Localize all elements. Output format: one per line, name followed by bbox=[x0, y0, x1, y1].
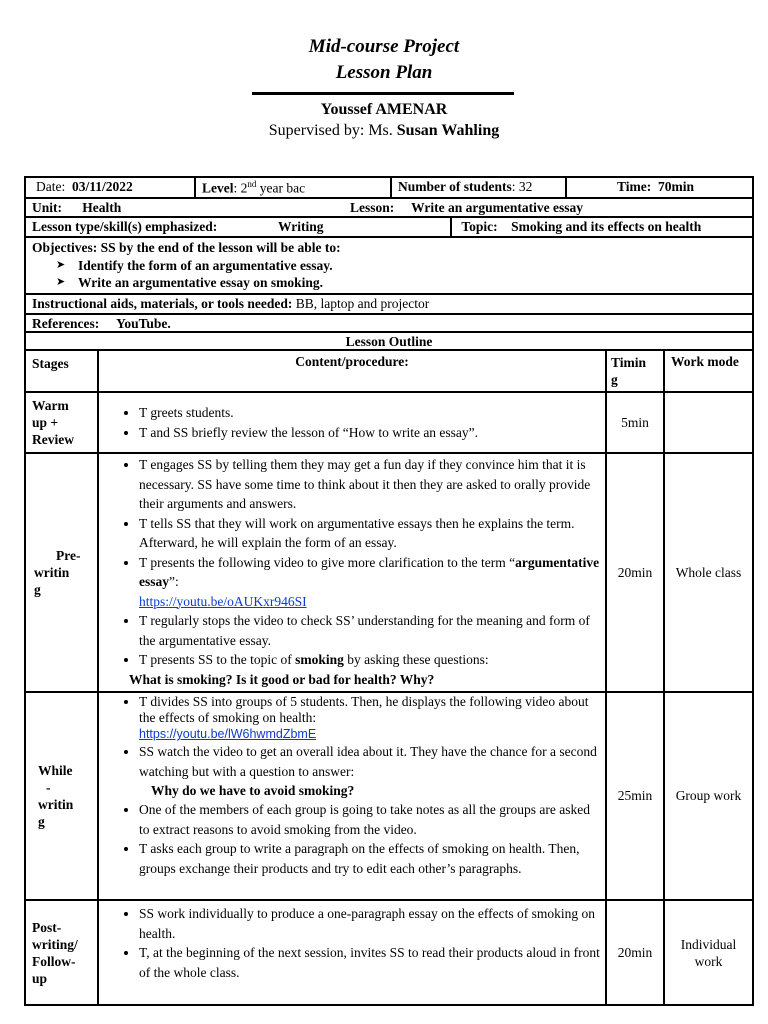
list-item: • SS watch the video to get an overall idea about it. They have the chance for a second watching but with a question to answer: bbox=[139, 742, 601, 781]
level-value-pre: : 2 bbox=[233, 180, 248, 196]
whilewriting-timing: 25min bbox=[606, 692, 664, 900]
prewriting-content bbox=[98, 453, 606, 692]
topic-label: Topic: bbox=[461, 219, 498, 234]
references-cell bbox=[26, 315, 752, 331]
list-item: • T engages SS by telling them they may get a fun day if they convince him that it is necessary. SS have some time to think about it then they are asked to orally provide their arguments and answers. bbox=[139, 455, 601, 514]
lesson-value: Write an argumentative essay bbox=[411, 200, 583, 215]
outline-title-row bbox=[26, 333, 752, 351]
list-item: • T tells SS that they will work on argumentative essays then he explains the term. Afterward, he will explain the form of an essay. bbox=[139, 514, 601, 553]
level-cell bbox=[194, 178, 390, 197]
date-value: 03/11/2022 bbox=[72, 179, 133, 194]
stage-whilewriting: While - writin g bbox=[26, 692, 98, 900]
whilewriting-question: Why do we have to avoid smoking? bbox=[151, 783, 355, 798]
objective-item: ➤ Identify the form of an argumentative essay. bbox=[78, 257, 748, 274]
prewriting-question: What is smoking? Is it good or bad for health? Why? bbox=[129, 671, 435, 687]
video-link[interactable]: https://youtu.be/oAUKxr946SI bbox=[139, 593, 307, 609]
postwriting-mode: Individual work bbox=[664, 900, 752, 1004]
info-row-type bbox=[26, 218, 752, 238]
topic-cell bbox=[450, 218, 752, 236]
title-line-2: Lesson Plan bbox=[335, 62, 433, 83]
students-value: : 32 bbox=[511, 179, 533, 194]
level-value-post: year bac bbox=[256, 180, 306, 196]
list-item: • T, at the beginning of the next session, invites SS to read their products aloud in front of the whole class. bbox=[139, 943, 601, 982]
warmup-content bbox=[98, 392, 606, 453]
time-label: Time: bbox=[617, 179, 652, 194]
type-cell bbox=[26, 218, 450, 236]
stages-header: Stages bbox=[26, 351, 98, 392]
unit-value: Health bbox=[82, 200, 122, 215]
unit-cell bbox=[26, 199, 346, 216]
postwriting-content bbox=[98, 900, 606, 1004]
objectives-list bbox=[26, 257, 752, 291]
supervisor-name: Susan Wahling bbox=[396, 122, 500, 139]
list-item: • T regularly stops the video to check SS’ understanding for the meaning and form of the argumentative essay. bbox=[139, 611, 601, 650]
workmode-header: Work mode bbox=[664, 351, 752, 392]
topic-value: Smoking and its effects on health bbox=[511, 219, 702, 234]
unit-label: Unit: bbox=[32, 200, 62, 215]
timing-header: Timin g bbox=[606, 351, 664, 392]
lesson-cell bbox=[344, 199, 752, 216]
date-cell bbox=[26, 178, 194, 197]
stage-row-prewriting bbox=[26, 453, 752, 692]
lesson-label: Lesson: bbox=[350, 200, 395, 215]
level-label: Level bbox=[202, 180, 234, 196]
time-cell bbox=[565, 178, 752, 197]
students-cell bbox=[390, 178, 565, 197]
list-item: • T and SS briefly review the lesson of “How to write an essay”. bbox=[139, 423, 601, 443]
postwriting-timing: 20min bbox=[606, 900, 664, 1004]
level-sup: nd bbox=[247, 179, 257, 189]
title-line-1: Mid-course Project bbox=[308, 36, 460, 57]
aids-value: BB, laptop and projector bbox=[292, 296, 430, 311]
stage-row-warmup bbox=[26, 392, 752, 453]
whilewriting-content bbox=[98, 692, 606, 900]
lesson-outline-table bbox=[26, 351, 752, 1004]
stage-postwriting: Post- writing/ Follow- up bbox=[26, 900, 98, 1004]
type-label: Lesson type/skill(s) emphasized: bbox=[32, 219, 218, 234]
list-item: • T asks each group to write a paragraph on the effects of smoking on health. Then, groups exchange their products and try to edit each other’s paragraphs. bbox=[139, 839, 601, 878]
title-divider bbox=[252, 92, 514, 95]
aids-row bbox=[26, 295, 752, 315]
stage-warmup: Warm up + Review bbox=[26, 392, 98, 453]
list-item: • T divides SS into groups of 5 students. Then, he displays the following video about the effects of smoking on health: https://youtu.be/lW6hwmdZbmE bbox=[139, 694, 601, 742]
students-label: Number of students bbox=[398, 179, 512, 194]
aids-label: Instructional aids, materials, or tools needed: bbox=[32, 296, 293, 311]
supervisor-line bbox=[0, 120, 768, 142]
info-row-unit bbox=[26, 199, 752, 218]
warmup-mode bbox=[664, 392, 752, 453]
references-row bbox=[26, 315, 752, 333]
content-header: Content/procedure: bbox=[98, 351, 606, 392]
prewriting-mode: Whole class bbox=[664, 453, 752, 692]
document-title bbox=[0, 34, 768, 86]
list-item: • One of the members of each group is going to take notes as all the groups are asked to extract reasons to avoid smoking from the video. bbox=[139, 800, 601, 839]
stage-row-whilewriting bbox=[26, 692, 752, 900]
type-value: Writing bbox=[278, 219, 324, 234]
outline-header-row bbox=[26, 351, 752, 392]
supervised-prefix: Supervised by: Ms. bbox=[268, 122, 397, 139]
aids-cell bbox=[26, 295, 752, 313]
whilewriting-mode: Group work bbox=[664, 692, 752, 900]
prewriting-timing: 20min bbox=[606, 453, 664, 692]
objectives-label: Objectives: SS by the end of the lesson will be able to: bbox=[32, 240, 341, 255]
list-item: • T presents SS to the topic of smoking by asking these questions: bbox=[139, 650, 601, 670]
time-value: 70min bbox=[658, 179, 695, 194]
lesson-plan-table bbox=[24, 176, 754, 1006]
warmup-timing: 5min bbox=[606, 392, 664, 453]
video-link[interactable]: https://youtu.be/lW6hwmdZbmE bbox=[139, 727, 317, 741]
outline-title: Lesson Outline bbox=[345, 334, 433, 349]
list-item: • SS work individually to produce a one-paragraph essay on the effects of smoking on health. bbox=[139, 904, 601, 943]
author-name: Youssef AMENAR bbox=[320, 101, 448, 118]
stage-prewriting: Pre- writin g bbox=[26, 453, 98, 692]
date-label: Date: bbox=[36, 179, 66, 194]
objective-item: ➤ Write an argumentative essay on smoking. bbox=[78, 274, 748, 291]
stage-row-postwriting bbox=[26, 900, 752, 1004]
objectives-row bbox=[26, 238, 752, 295]
info-row-date bbox=[26, 178, 752, 199]
references-value: YouTube. bbox=[116, 316, 171, 331]
list-item: • T presents the following video to give more clarification to the term “argumentative essay”: https://youtu.be/oAUKxr946SI bbox=[139, 553, 601, 612]
references-label: References: bbox=[32, 316, 100, 331]
list-item: • T greets students. bbox=[139, 403, 601, 423]
